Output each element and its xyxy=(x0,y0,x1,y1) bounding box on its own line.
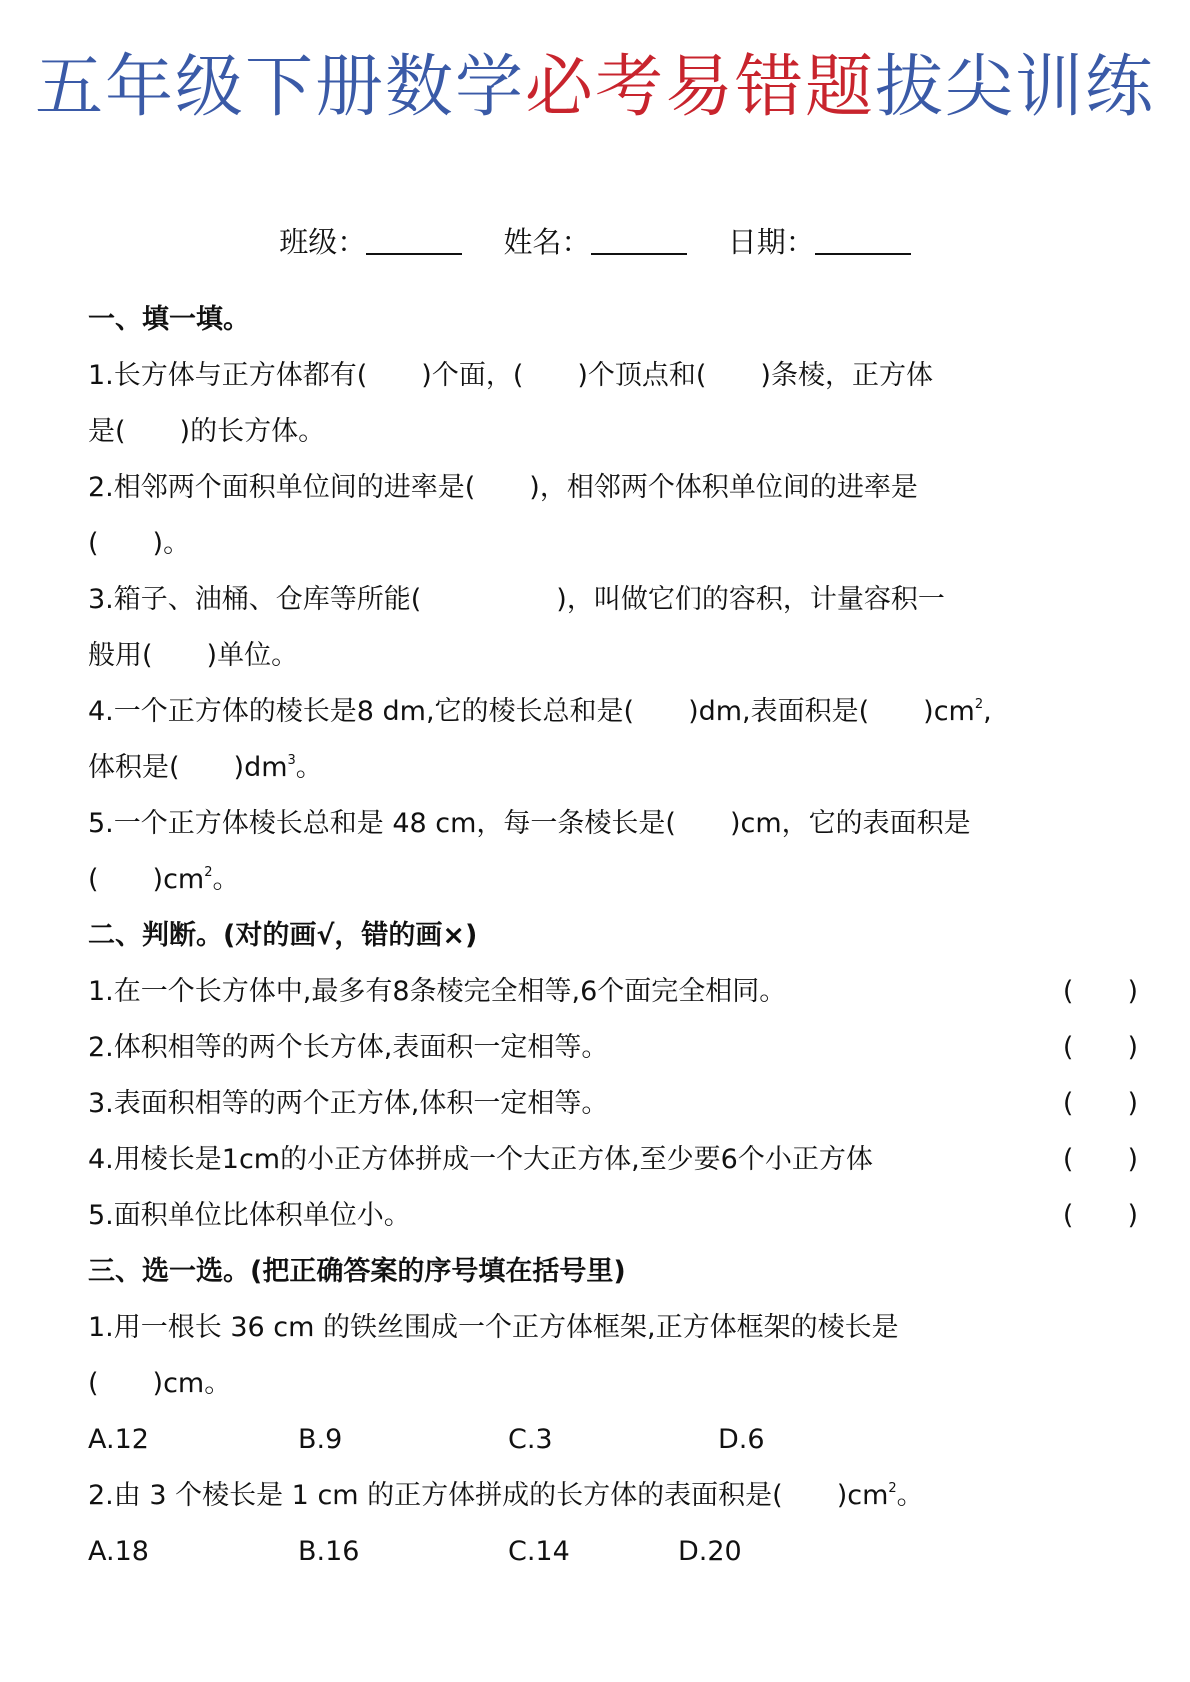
judge-answer-blank[interactable]: ( ) xyxy=(1062,1088,1138,1119)
fill-q5-line1: 5.一个正方体棱长总和是 48 cm，每一条棱长是( )cm，它的表面积是 xyxy=(88,808,971,839)
fill-q1-line2: 是( )的长方体。 xyxy=(88,416,326,447)
judge-item-text: 3.表面积相等的两个正方体,体积一定相等。 xyxy=(88,1088,609,1119)
judge-item xyxy=(88,1188,1138,1244)
judge-item xyxy=(88,1132,1138,1188)
choice-q1-line2: ( )cm。 xyxy=(88,1368,232,1399)
fill-q2-line1: 2.相邻两个面积单位间的进率是( )，相邻两个体积单位间的进率是 xyxy=(88,472,918,503)
fill-q2-line2: ( )。 xyxy=(88,528,191,559)
fill-q1-line1: 1.长方体与正方体都有( )个面，( )个顶点和( )条棱，正方体 xyxy=(88,360,933,391)
section-choice-heading: 三、选一选。(把正确答案的序号填在括号里) xyxy=(88,1256,626,1287)
choice-option[interactable]: D.6 xyxy=(718,1424,765,1455)
title-part-3: 拔尖训练 xyxy=(875,48,1156,127)
choice-q1-options xyxy=(88,1412,1138,1468)
choice-option[interactable]: B.9 xyxy=(298,1424,343,1455)
title-part-1: 五年级下册数学 xyxy=(34,48,525,127)
choice-q2-post: 。 xyxy=(896,1480,924,1511)
choice-option[interactable]: D.20 xyxy=(678,1536,742,1567)
choice-option[interactable]: C.3 xyxy=(508,1424,553,1455)
section-judge-heading: 二、判断。(对的画√，错的画×) xyxy=(88,920,478,951)
fill-q4-line2 xyxy=(88,740,1138,796)
date-field xyxy=(728,222,911,262)
fill-q5-line2-sup: 2 xyxy=(204,865,213,880)
choice-q1-line1: 1.用一根长 36 cm 的铁丝围成一个正方体框架,正方体框架的棱长是 xyxy=(88,1312,899,1343)
fill-q4-line1-text: 4.一个正方体的棱长是8 dm,它的棱长总和是( )dm,表面积是( )cm xyxy=(88,696,975,727)
choice-option[interactable]: C.14 xyxy=(508,1536,570,1567)
date-blank[interactable] xyxy=(815,225,911,255)
choice-q2-options xyxy=(88,1524,1138,1580)
fill-q4-line2-post: 。 xyxy=(295,752,323,783)
page-title xyxy=(0,42,1190,134)
fill-q5-line2-text: ( )cm xyxy=(88,864,205,895)
fill-q5-line2 xyxy=(88,852,1138,908)
fill-q4-line1 xyxy=(88,684,1138,740)
judge-item xyxy=(88,964,1138,1020)
judge-answer-blank[interactable]: ( ) xyxy=(1062,1032,1138,1063)
name-label: 姓名： xyxy=(503,225,591,259)
fill-q4-line1-post: , xyxy=(983,696,992,727)
section-fill-heading: 一、填一填。 xyxy=(88,304,250,335)
class-blank[interactable] xyxy=(366,225,462,255)
choice-q2-sup: 2 xyxy=(888,1481,897,1496)
fill-q5-line2-post: 。 xyxy=(212,864,240,895)
judge-answer-blank[interactable]: ( ) xyxy=(1062,976,1138,1007)
choice-q2-text: 2.由 3 个棱长是 1 cm 的正方体拼成的长方体的表面积是( )cm xyxy=(88,1480,889,1511)
fill-q3-line2: 般用( )单位。 xyxy=(88,640,299,671)
date-label: 日期： xyxy=(727,225,815,259)
title-part-2: 必考易错题 xyxy=(524,48,875,127)
judge-item xyxy=(88,1076,1138,1132)
judge-item-text: 4.用棱长是1cm的小正方体拼成一个大正方体,至少要6个小正方体 xyxy=(88,1144,873,1175)
choice-option[interactable]: B.16 xyxy=(298,1536,360,1567)
choice-q2-line xyxy=(88,1468,1138,1524)
class-field xyxy=(279,222,462,262)
class-label: 班级： xyxy=(279,225,367,259)
judge-answer-blank[interactable]: ( ) xyxy=(1062,1144,1138,1175)
fill-q4-line1-sup: 2 xyxy=(974,697,984,712)
judge-item-text: 1.在一个长方体中,最多有8条棱完全相等,6个面完全相同。 xyxy=(88,976,787,1007)
judge-answer-blank[interactable]: ( ) xyxy=(1062,1200,1138,1231)
worksheet-content xyxy=(88,292,1138,1580)
choice-option[interactable]: A.18 xyxy=(88,1536,149,1567)
fill-q4-line2-sup: 3 xyxy=(287,753,296,768)
choice-option[interactable]: A.12 xyxy=(88,1424,149,1455)
name-field xyxy=(503,222,686,262)
judge-item-text: 5.面积单位比体积单位小。 xyxy=(88,1200,411,1231)
name-blank[interactable] xyxy=(591,225,687,255)
fill-q4-line2-text: 体积是( )dm xyxy=(88,752,288,783)
judge-item-text: 2.体积相等的两个长方体,表面积一定相等。 xyxy=(88,1032,609,1063)
student-info xyxy=(0,222,1190,262)
judge-item xyxy=(88,1020,1138,1076)
fill-q3-line1: 3.箱子、油桶、仓库等所能( )，叫做它们的容积，计量容积一 xyxy=(88,584,945,615)
